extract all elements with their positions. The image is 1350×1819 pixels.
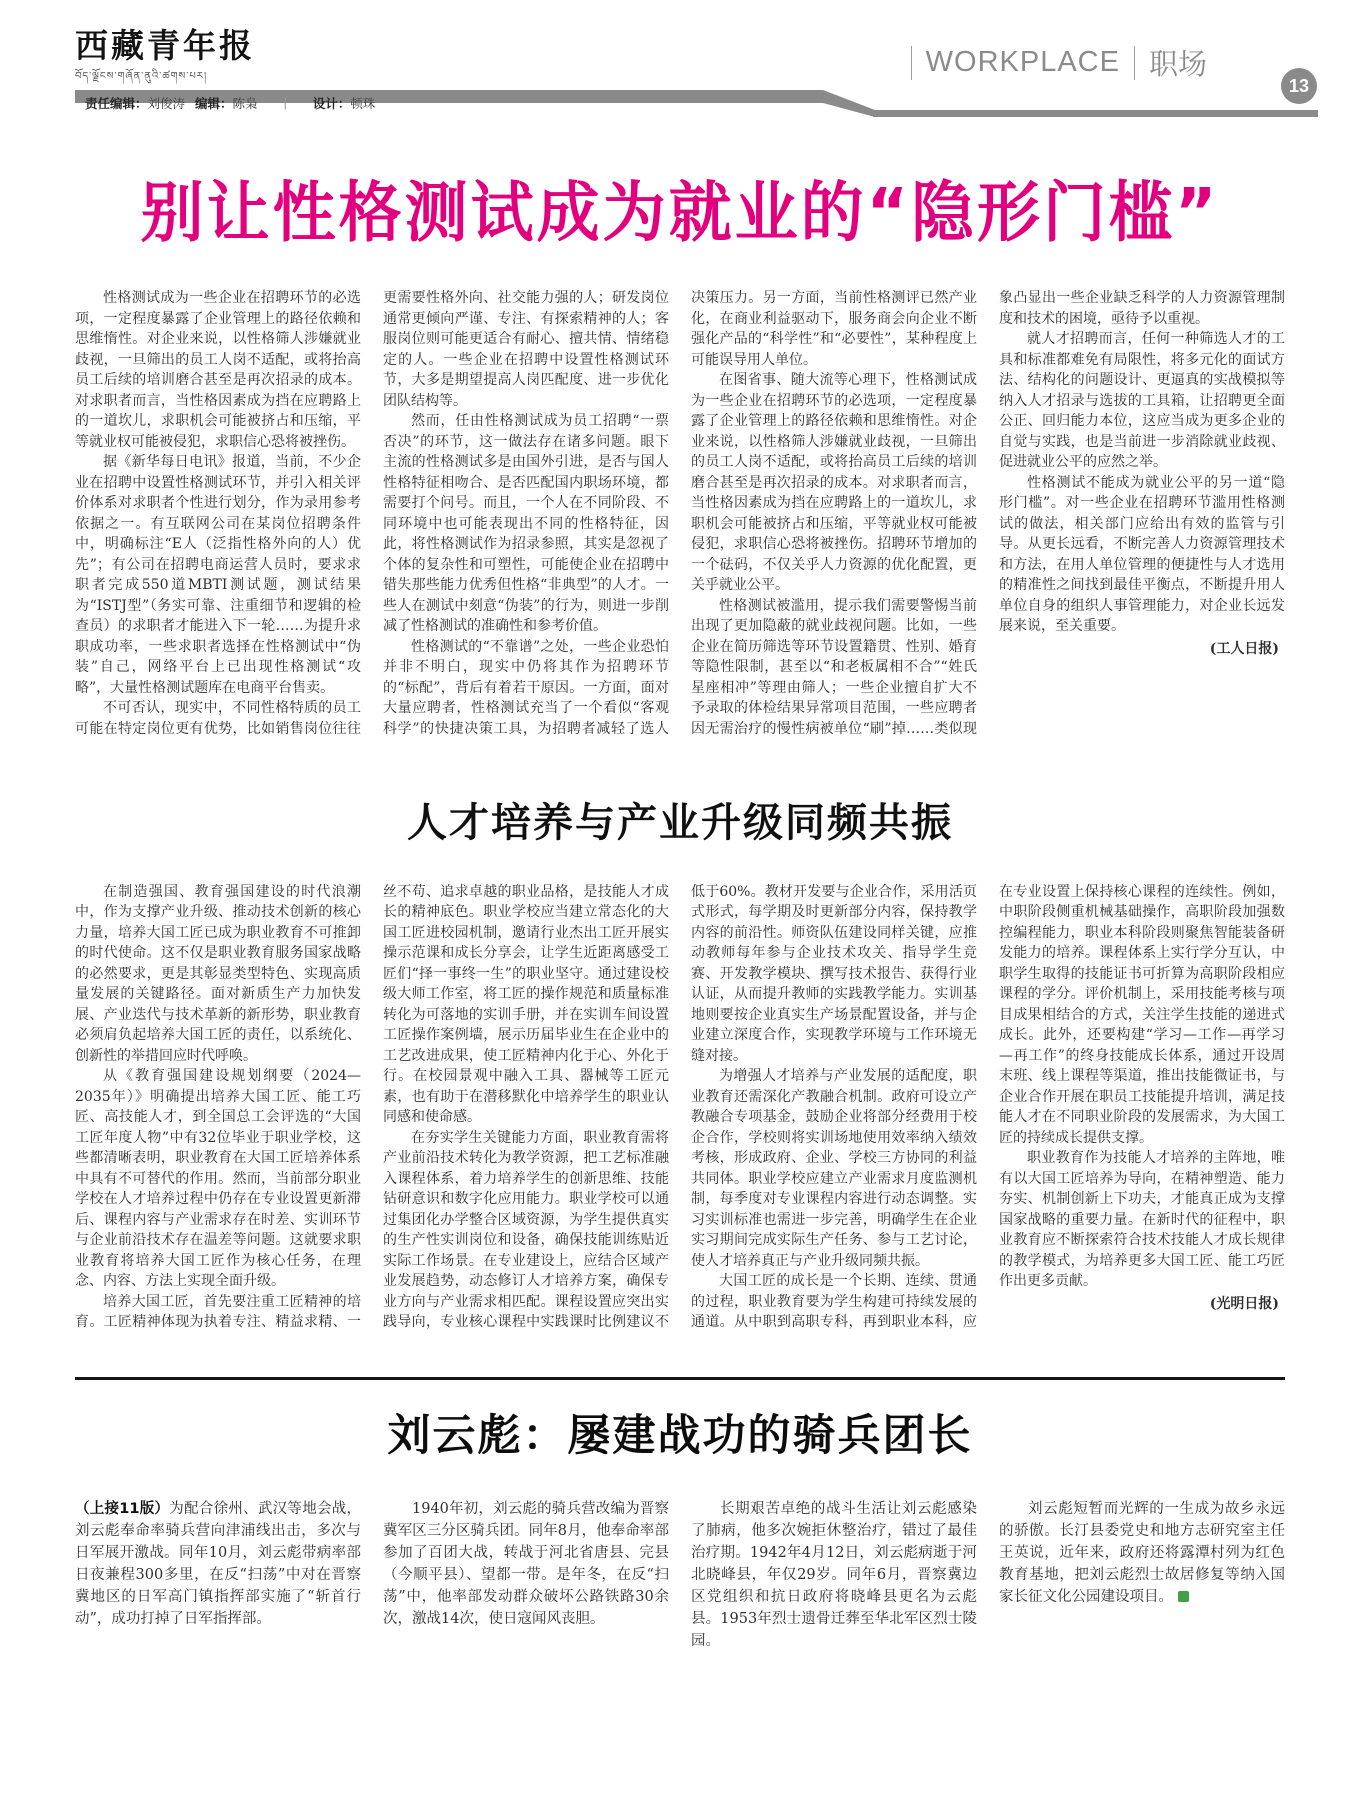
editorial-credits <box>85 94 375 112</box>
paragraph: 长期艰苦卓绝的战斗生活让刘云彪感染了肺病，他多次婉拒休整治疗，错过了最佳治疗期。1942年4月12日，刘云彪病逝于河北晓峰县，年仅29岁。同年6月，晋察冀边区党组织和抗日政府将晓峰县更名为云彪县。1953年烈士遗骨迁葬至华北军区烈士陵园。 <box>691 1501 977 1650</box>
paragraph: 据《新华每日电讯》报道，当前，不少企业在招聘中设置性格测试环节，并引入相关评价体系对求职者个性进行划分，作为录用参考依据之一。有互联网公司在某岗位招聘条件中，明确标注“E人（泛指性格外向的人）优先”；有公司在招聘电商运营人员时，要求求职者完成550道MBTI测试题，测试结果为“ISTJ型”（务实可靠、注重细节和逻辑的检查员）的求职者才能进入下一轮……为提升求职成功率，一些求职者选择在性格测试中“伪装”自己，网络平台上已出现性格测试“攻略”，大量性格测试题库在电商平台售卖。 <box>75 454 361 696</box>
article2-source: (光明日报) <box>1209 1295 1279 1312</box>
editor: 编辑：陈枭 <box>195 97 258 111</box>
section-rule <box>75 1377 1285 1380</box>
section-name-en: WORKPLACE <box>925 46 1120 78</box>
paragraph: 性格测试不能成为就业公平的另一道“隐形门槛”。对一些企业在招聘环节滥用性格测试的做法，相关部门应给出有效的监管与引导。从更长远看，不断完善人力资源管理技术和方法，在用人单位管理的便捷性与人才选用的精准性之间找到最佳平衡点，不断提升用人单位自身的组织人事管理能力，对企业长远发展来说，至关重要。 <box>999 474 1285 635</box>
article2-headline: 人才培养与产业升级同频共振 <box>407 800 953 847</box>
paragraph: 在制造强国、教育强国建设的时代浪潮中，作为支撑产业升级、推动技术创新的核心力量，培养大国工匠已成为职业教育不可推卸的时代使命。这不仅是职业教育服务国家战略的必然要求，更是其彰显类型特色、实现高质量发展的关键路径。面对新质生产力加快发展、产业迭代与技术革新的新形势，职业教育必须肩负起培养大国工匠的责任，以系统化、创新性的举措回应时代呼唤。 <box>75 883 361 1064</box>
article-end-icon <box>1178 1591 1189 1602</box>
paragraph: 为增强人才培养与产业发展的适配度，职业教育还需深化产教融合机制。政府可设立产教融合专项基金，鼓励企业将部分经费用于校企合作，学校则将实训场地使用效率纳入绩效考核，形成政府、企业、学校三方协同的利益共同体。职业学校应建立产业需求月度监测机制，每季度对专业课程内容进行动态调整。实习实训标准也需进一步完善，明确学生在企业实习期间完成实际生产任务、参与工艺讨论，使人才培养真正与产业升级同频共振。 <box>691 1068 977 1269</box>
paragraph: （上接11版）为配合徐州、武汉等地会战，刘云彪奉命率骑兵营向津浦线出击，多次与日军展开激战。同年10月，刘云彪带病率部日夜兼程300多里，在反“扫荡”中对在晋察冀地区的日军高门镇指挥部实施了“斩首行动”，成功打掉了日军指挥部。 <box>75 1501 362 1628</box>
credits-separator: | <box>283 96 287 110</box>
newspaper-logo: 西藏青年报 <box>75 26 255 65</box>
article1-source: (工人日报) <box>1209 640 1279 657</box>
paragraph: 不可否认，现实中，不同性格特质的员工可能在特定岗位更有优势，比如销售岗位往往更需要性格外向、社交能力强的人；研发岗位通常更倾向严谨、专注、有探索精神的人；客服岗位则可能更适合有耐心、擅共情、情绪稳定的人。一些企业在招聘中设置性格测试环节，大多是期望提高人岗匹配度、进一步优化团队结构等。 <box>75 290 669 737</box>
paragraph: 就人才招聘而言，任何一种筛选人才的工具和标准都难免有局限性，将多元化的面试方法、结构化的问题设计、更逼真的实战模拟等纳入人才招录与选拔的工具箱，让招聘更全面公正、回归能力本位，这应当成为更多企业的自觉与实践，也是当前进一步消除就业歧视、促进就业公平的应然之举。 <box>999 331 1285 471</box>
article3-headline: 刘云彪：屡建战功的骑兵团长 <box>387 1410 973 1461</box>
page-number-badge: 13 <box>1281 68 1317 104</box>
paragraph: 培养大国工匠，首先要注重工匠精神的培育。工匠精神体现为执着专注、精益求精、一丝不苟、追求卓越的职业品格，是技能人才成长的精神底色。职业学校应当建立常态化的大国工匠进校园机制，邀请行业杰出工匠开展实操示范课和成长分享会，让学生近距离感受工匠们“择一事终一生”的职业坚守。通过建设校级大师工作室，将工匠的操作规范和质量标准转化为可落地的实训手册，并在实训车间设置工匠操作案例墙，展示历届毕业生在企业中的工艺改进成果，使工匠精神内化于心、外化于行。在校园景观中融入工具、器械等工匠元素，也有助于在潜移默化中培养学生的职业认同感和使命感。 <box>75 883 669 1331</box>
paragraph: 然而，任由性格测试成为员工招聘“一票否决”的环节，这一做法存在诸多问题。眼下主流的性格测试多是由国外引进，是否与国人性格特征相吻合、是否匹配国内职场环境，都需要打个问号。而且，一个人在不同阶段、不同环境中也可能表现出不同的性格特征，因此，将性格测试作为招录参照，其实是忽视了个体的复杂性和可塑性，可能使企业在招聘中错失那些能力优秀但性格“非典型”的人才。一些人在测试中刻意“伪装”的行为，则进一步削减了性格测试的准确性和参考价值。 <box>383 413 669 635</box>
paragraph: 性格测试成为一些企业在招聘环节的必选项，一定程度暴露了企业管理上的路径依赖和思维惰性。对企业来说，以性格筛人涉嫌就业歧视，一旦筛出的员工人岗不适配，或将抬高员工后续的培训磨合甚至是再次招录的成本。对求职者而言，当性格因素成为挡在应聘路上的一道坎儿，求职机会可能被挤占和压缩，平等就业权可能被侵犯，求职信心恐将被挫伤。 <box>75 290 361 450</box>
paragraph: 大国工匠的成长是一个长期、连续、贯通的过程，职业教育要为学生构建可持续发展的通道。从中职到高职专科，再到职业本科，应在专业设置上保持核心课程的连续性。例如，中职阶段侧重机械基础操作，高职阶段加强数控编程能力，职业本科阶段则聚焦智能装备研发能力的培养。课程体系上实行学分互认，中职学生取得的技能证书可折算为高职阶段相应课程的学分。评价机制上，采用技能考核与项目成果相结合的方式，关注学生技能的递进式成长。此外，还要构建“学习—工作—再学习—再工作”的终身技能成长体系，通过开设周末班、线上课程等渠道，推出技能微证书，与企业合作开展在职员工技能提升培训，满足技能人才在不同职业阶段的发展需求，为大国工匠的持续成长提供支撑。 <box>691 883 1285 1331</box>
paragraph: 从《教育强国建设规划纲要（2024—2035年）》明确提出培养大国工匠、能工巧匠、高技能人才，到全国总工会评选的“大国工匠年度人物”中有32位毕业于职业学校，这些都清晰表明，职业教育在大国工匠培养体系中具有不可替代的作用。然而，当前部分职业学校在人才培养过程中仍存在专业设置更新滞后、课程内容与产业需求存在时差、实训环节与企业前沿技术存在温差等问题。这就要求职业教育将培养大国工匠作为核心任务，在理念、内容、方法上实现全面升级。 <box>75 1068 361 1290</box>
page-header <box>75 26 1310 146</box>
continued-from-label: （上接11版） <box>75 1501 170 1518</box>
paragraph: 在夯实学生关键能力方面，职业教育需将产业前沿技术转化为教学资源，把工艺标准融入课程体系，着力培养学生的创新思维、技能钻研意识和数字化应用能力。职业学校可以通过集团化办学整合区域资源，为学生提供真实的生产性实训岗位和设备，确保技能训练贴近实际工作场景。在专业建设上，应结合区域产业发展趋势，动态修订人才培养方案，确保专业方向与产业需求相匹配。课程设置应突出实践导向，专业核心课程中实践课时比例建议不低于60%。教材开发要与企业合作，采用活页式形式，每学期及时更新部分内容，保持教学内容的前沿性。师资队伍建设同样关键，应推动教师每年参与企业技术攻关、指导学生竞赛、开发教学模块、撰写技术报告、获得行业认证，从而提升教师的实践教学能力。实训基地则要按企业真实生产场景配置设备，并与企业建立深度合作，实现教学环境与工作环境无缝对接。 <box>383 883 977 1331</box>
article1-body <box>75 288 1285 739</box>
article2-body <box>75 882 1285 1333</box>
paragraph: 性格测试的“不靠谱”之处，一些企业恐怕并非不明白，现实中仍将其作为招聘环节的“标配”，背后有着若干原因。一方面，面对大量应聘者，性格测试充当了一个看似“客观科学”的快捷决策工具，为招聘者减轻了选人决策压力。另一方面，当前性格测评已然产业化，在商业利益驱动下，服务商会向企业不断强化产品的“科学性”和“必要性”，某种程度上可能误导用人单位。 <box>383 290 977 737</box>
paragraph: 职业教育作为技能人才培养的主阵地，唯有以大国工匠培养为导向，在精神塑造、能力夯实、机制创新上下功夫，才能真正成为支撑国家战略的重要力量。在新时代的征程中，职业教育应不断探索符合技术技能人才成长规律的教学模式，为培养更多大国工匠、能工巧匠作出更多贡献。 <box>999 1150 1285 1290</box>
section-divider-bar <box>911 46 912 80</box>
article1-headline: 别让性格测试成为就业的“隐形门槛” <box>140 174 1220 251</box>
designer: 设计：顿珠 <box>312 97 376 111</box>
paragraph: 在图省事、随大流等心理下，性格测试成为一些企业在招聘环节的必选项，一定程度暴露了企业管理上的路径依赖和思维惰性。对企业来说，以性格筛人涉嫌就业歧视，一旦筛出的员工人岗不适配，或将抬高员工后续的培训磨合甚至是再次招录的成本。对求职者而言，当性格因素成为挡在应聘路上的一道坎儿，求职机会可能被挤占和压缩，平等就业权可能被侵犯，求职信心恐将被挫伤。招聘环节增加的一个砝码，不仅关乎人力资源的优化配置，更关乎就业公平。 <box>691 372 977 594</box>
article3-body <box>75 1498 1285 1652</box>
duty-editor: 责任编辑：刘俊涛 <box>85 97 186 111</box>
section-name-cn: 职场 <box>1148 49 1207 81</box>
paragraph: 刘云彪短暂而光辉的一生成为故乡永远的骄傲。长汀县委党史和地方志研究室主任王英说，近年来，政府还将露潭村列为红色教育基地，把刘云彪烈士故居修复等纳入国家长征文化公园建设项目。 <box>999 1501 1285 1606</box>
newspaper-logo-tibetan: བོད་ལྗོངས་གཞོན་ནུའི་ཚགས་པར། <box>75 71 208 83</box>
paragraph: 性格测试被滥用，提示我们需要警惕当前出现了更加隐蔽的就业歧视问题。比如，一些企业在简历筛选等环节设置籍贯、性别、婚育等隐性限制，甚至以“和老板属相不合”“姓氏星座相冲”等理由筛人；一些企业擅自扩大不予录取的体检结果异常项目范围，一些应聘者因无需治疗的慢性病被单位“刷”掉……类似现象凸显出一些企业缺乏科学的人力资源管理制度和技术的困境，亟待予以重视。 <box>691 290 1285 737</box>
section-divider-bar <box>1134 46 1135 80</box>
paragraph: 1940年初，刘云彪的骑兵营改编为晋察冀军区三分区骑兵团。同年8月，他奉命率部参加了百团大战，转战于河北省唐县、完县（今顺平县）、望都一带。是年冬，在反“扫荡”中，他率部发动群众破坏公路铁路30余次，激战14次，使日寇闻风丧胆。 <box>383 1501 669 1628</box>
